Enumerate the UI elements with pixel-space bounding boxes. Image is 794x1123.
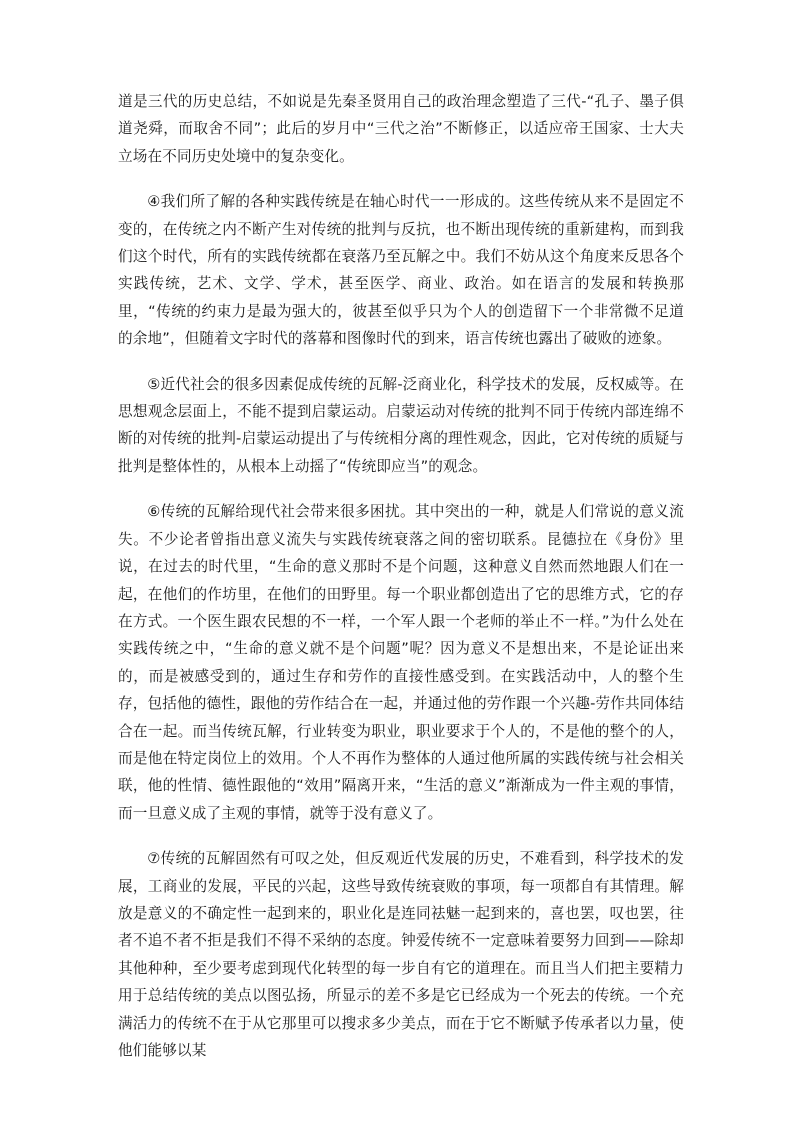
paragraph-6: ⑥传统的瓦解给现代社会带来很多困扰。其中突出的一种，就是人们常说的意义流失。不少论者曾指出意义流失与实践传统衰落之间的密切联系。昆德拉在《身份》里说，在过去的时代里，“生命的意义那时不是个问题，这种意义自然而然地跟人们在一起，在他们的作坊里，在他们的田野里。每一个职业都创造出了它的思维方式，它的存在方式。一个医生跟农民想的不一样，一个军人跟一个老师的举止不一样。”为什么处在实践传统之中，“生命的意义就不是个问题”呢？因为意义不是想出来，不是论证出来的，而是被感受到的，通过生存和劳作的直接性感受到。在实践活动中，人的整个生存，包括他的德性，跟他的劳作结合在一起，并通过他的劳作跟一个兴趣-劳作共同体结合在一起。而当传统瓦解，行业转变为职业，职业要求于个人的，不是他的整个的人，而是他在特定岗位上的效用。个人不再作为整体的人通过他所属的实践传统与社会相关联，他的性情、德性跟他的“效用”隔离开来，“生活的意义”渐渐成为一件主观的事情，而一旦意义成了主观的事情，就等于没有意义了。 [118,503,684,822]
document-page [118,88,684,1064]
paragraph-gap [118,480,684,498]
paragraph-5: ⑤近代社会的很多因素促成传统的瓦解-泛商业化，科学技术的发展，反权威等。在思想观念层面上，不能不提到启蒙运动。启蒙运动对传统的批判不同于传统内部连绵不断的对传统的批判-启蒙运动提出了与传统相分离的理性观念，因此，它对传统的质疑与批判是整体性的，从根本上动摇了“传统即应当”的观念。 [118,375,684,475]
paragraph-gap [118,827,684,845]
paragraph-gap [118,353,684,371]
paragraph-7: ⑦传统的瓦解固然有可叹之处，但反观近代发展的历史，不难看到，科学技术的发展，工商业的发展，平民的兴起，这些导致传统衰败的事项，每一项都自有其情理。解放是意义的不确定性一起到来的，职业化是连同祛魅一起到来的，喜也罢，叹也罢，往者不追不者不拒是我们不得不采纳的态度。钟爱传统不一定意味着要努力回到——除却其他种种，至少要考虑到现代化转型的每一步自有它的道理在。而且当人们把主要精力用于总结传统的美点以图弘扬，所显示的差不多是它已经成为一个死去的传统。一个充满活力的传统不在于从它那里可以搜求多少美点，而在于它不断赋予传承者以力量，使他们能够以某 [118,850,684,1059]
paragraph-4: ④我们所了解的各种实践传统是在轴心时代一一形成的。这些传统从来不是固定不变的，在传统之内不断产生对传统的批判与反抗，也不断出现传统的重新建构，而到我们这个时代，所有的实践传统都在衰落乃至瓦解之中。我们不妨从这个角度来反思各个实践传统，艺术、文学、学术，甚至医学、商业、政治。如在语言的发展和转换那里，“传统的约束力是最为强大的，彼甚至似乎只为个人的创造留下一个非常微不足道的余地”，但随着文字时代的落幕和图像时代的到来，语言传统也露出了破败的迹象。 [118,193,684,348]
paragraph-continued: 道是三代的历史总结，不如说是先秦圣贤用自己的政治理念塑造了三代-“孔子、墨子俱道尧舜，而取舍不同”；此后的岁月中“三代之治”不断修正，以适应帝王国家、士大夫立场在不同历史处境中的复杂变化。 [118,93,684,165]
paragraph-gap [118,170,684,188]
